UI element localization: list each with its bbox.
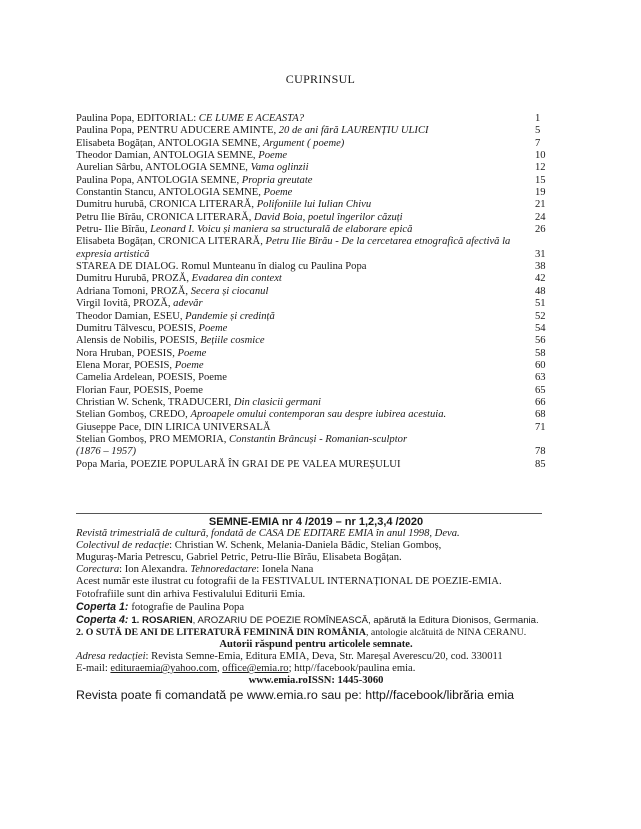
toc-page-number: 78 xyxy=(535,446,546,458)
toc-entry-author-section: Giuseppe Pace, DIN LIRICA UNIVERSALĂ xyxy=(76,421,271,433)
address-value: : Revista Semne-Emia, Editura EMIA, Deva, Str. Mareșal Averescu/20, cod. 330011 xyxy=(145,651,503,663)
masthead: SEMNE-EMIA nr 4 /2019 – nr 1,2,3,4 /2020 xyxy=(208,516,424,528)
toc-page-number: 1 xyxy=(535,113,541,124)
cover-4-item-2 xyxy=(76,627,556,639)
toc-entry xyxy=(76,286,566,298)
toc-entry-text xyxy=(76,286,268,297)
toc-page-number: 63 xyxy=(535,372,546,384)
illustration-note-1: Acest număr este ilustrat cu fotografii de la FESTIVALUL INTERNAȚIONAL DE POEZIE-EMIA. xyxy=(76,576,502,588)
toc-entry xyxy=(76,125,566,137)
toc-entry-author-section: Camelia Ardelean, POESIS, Poeme xyxy=(76,372,227,384)
toc-page-number: 66 xyxy=(535,396,546,408)
toc-entry xyxy=(76,138,566,150)
toc-entry xyxy=(76,446,566,458)
toc-entry-title: Vama oglinzii xyxy=(250,162,309,174)
credits-line xyxy=(76,564,556,576)
toc-entry-author-section: Adriana Tomoni, PROZĂ, xyxy=(76,285,191,297)
toc-entry-author-section: Constantin Stancu, ANTOLOGIA SEMNE, xyxy=(76,187,264,199)
toc-entry xyxy=(76,113,566,125)
email-suffix: ; http//facebook/paulina emia. xyxy=(288,663,416,675)
toc-entry-text xyxy=(76,212,403,223)
address-label: Adresa redacției xyxy=(76,651,146,663)
toc-entry-title: Secera și ciocanul xyxy=(190,285,269,297)
toc-entry xyxy=(76,261,566,273)
toc-entry-text xyxy=(76,397,321,408)
toc-entry-author-section: Christian W. Schenk, TRADUCERI, xyxy=(76,396,234,408)
page-title: CUPRINSUL xyxy=(285,72,356,86)
toc-entry-text xyxy=(76,385,203,396)
toc-entry-text xyxy=(76,360,204,371)
toc-entry-author-section: Paulina Popa, PENTRU ADUCERE AMINTE, xyxy=(76,125,279,137)
toc-entry xyxy=(76,175,566,187)
toc-entry-text xyxy=(76,298,203,309)
toc-entry-title: Poeme xyxy=(258,150,288,162)
tagline: Revistă trimestrială de cultură, fondată de CASA DE EDITARE EMIA în anul 1998, Deva. xyxy=(76,528,460,540)
toc-page-number: 56 xyxy=(535,335,546,347)
cover-4-label: Coperta 4: xyxy=(76,613,132,626)
cover-1-label: Coperta 1: xyxy=(76,600,132,613)
toc-entry-title: (1876 – 1957) xyxy=(76,446,137,458)
toc-entry xyxy=(76,150,566,162)
toc-entry-text xyxy=(76,236,516,261)
toc-entry-author-section: Stelian Gomboș, PRO MEMORIA, xyxy=(76,433,230,445)
toc-entry-author-section: Nora Hruban, POESIS, xyxy=(76,347,178,359)
toc-page-number: 38 xyxy=(535,261,546,273)
toc-entry xyxy=(76,199,566,211)
toc-entry xyxy=(76,397,566,409)
toc-entry xyxy=(76,323,566,335)
toc-entry-title: CE LUME E ACEASTA? xyxy=(198,113,305,124)
toc-entry-author-section: Petru- Ilie Bîrău, xyxy=(76,224,151,236)
toc-entry-author-section: Petru Ilie Bîrău, CRONICA LITERARĂ, xyxy=(76,211,255,223)
toc-page-number: 12 xyxy=(535,162,546,174)
editorial-team xyxy=(76,540,556,552)
toc-entry-title: Propria greutate xyxy=(241,174,313,186)
toc-page-number: 26 xyxy=(535,224,546,236)
divider xyxy=(76,513,542,514)
toc-entry-text xyxy=(76,224,412,235)
toc-page-number: 54 xyxy=(535,322,546,334)
toc-entry-author-section: Elisabeta Bogățan, ANTOLOGIA SEMNE, xyxy=(76,137,263,149)
order-suffix: sau pe: http//facebook/librăria emia xyxy=(317,688,515,703)
toc-entry-text xyxy=(76,323,227,334)
toc-entry xyxy=(76,422,566,434)
item-2-rest: , antologie alcătuită de NINA CERANU. xyxy=(365,626,527,638)
toc-page-number: 5 xyxy=(535,125,541,137)
cover-4-rest: , AROZARIU DE POEZIE ROMÎNEASCĂ, apărută la Editura Dionisos, Germania. xyxy=(192,614,539,626)
toc-page-number: 48 xyxy=(535,285,546,297)
toc-page-number: 24 xyxy=(535,211,546,223)
toc-entry-text xyxy=(76,187,292,198)
email-link-2[interactable]: office@emia.ro xyxy=(222,663,289,675)
toc-entry-author-section: Popa Maria, POEZIE POPULARĂ ÎN GRAI DE PE VALEA MUREȘULUI xyxy=(76,458,401,470)
colophon xyxy=(76,516,556,701)
item-2-title: 2. O SUTĂ DE ANI DE LITERATURĂ FEMININĂ DIN ROMÂNIA xyxy=(76,626,366,638)
illustration-note-2: Fotofrafiile sunt din arhiva Festivalului Editurii Emia. xyxy=(76,588,306,600)
toc-page-number: 65 xyxy=(535,384,546,396)
toc-entry-text xyxy=(76,446,136,457)
toc-entry xyxy=(76,360,566,372)
toc-entry xyxy=(76,298,566,310)
toc-entry xyxy=(76,212,566,224)
toc-entry-author-section: Stelian Gomboș, CREDO, xyxy=(76,409,191,421)
toc-entry xyxy=(76,459,566,471)
toc-entry-text xyxy=(76,311,275,322)
toc-entry-author-section: Alensis de Nobilis, POESIS, xyxy=(76,335,201,347)
toc-page-number: 31 xyxy=(535,248,546,260)
toc-entry-text xyxy=(76,459,400,470)
toc-entry-title: Aproapele omului contemporan sau despre iubirea acestuia. xyxy=(190,409,447,421)
toc-entry-author-section: Elisabeta Bogățan, CRONICA LITERARĂ, xyxy=(76,236,266,248)
cover-4-line xyxy=(76,614,556,627)
toc-entry-text xyxy=(76,409,446,420)
toc-page-number: 58 xyxy=(535,347,546,359)
toc-page-number: 7 xyxy=(535,137,541,149)
toc-entry-title: Pandemie și credință xyxy=(185,310,275,322)
address-line xyxy=(76,651,556,663)
toc-entry-text xyxy=(76,434,407,445)
toc-entry-author-section: STAREA DE DIALOG. Romul Munteanu în dialog cu Paulina Popa xyxy=(76,261,367,273)
toc-page-number: 19 xyxy=(535,187,546,199)
toc-entry-text xyxy=(76,162,309,173)
toc-entry xyxy=(76,187,566,199)
toc-entry-text xyxy=(76,138,344,149)
editorial-team-line2: Muguraș-Maria Petrescu, Gabriel Petric, Petru-Ilie Bîrău, Elisabeta Bogățan. xyxy=(76,552,402,564)
toc-page-number: 68 xyxy=(535,409,546,421)
toc-entry-title: Poeme xyxy=(177,347,207,359)
toc-entry xyxy=(76,372,566,384)
toc-entry-author-section: Theodor Damian, ANTOLOGIA SEMNE, xyxy=(76,150,259,162)
toc-entry xyxy=(76,409,566,421)
toc-entry-author-section: Dumitru Tâlvescu, POESIS, xyxy=(76,322,199,334)
proofreading-value: : Ion Alexandra. xyxy=(119,564,191,576)
toc-entry xyxy=(76,236,566,261)
toc-page-number: 51 xyxy=(535,298,546,310)
toc-entry xyxy=(76,162,566,174)
toc-entry-author-section: Dumitru Hurubă, PROZĂ, xyxy=(76,273,192,285)
website-issn: www.emia.roISSN: 1445-3060 xyxy=(248,675,384,687)
toc-entry xyxy=(76,273,566,285)
toc-entry xyxy=(76,335,566,347)
toc-page-number: 10 xyxy=(535,150,546,162)
order-line xyxy=(76,689,556,701)
typesetting-value: : Ionela Nana xyxy=(256,564,314,576)
toc-page-number: 71 xyxy=(535,421,546,433)
toc-entry-author-section: Florian Faur, POESIS, Poeme xyxy=(76,384,203,396)
toc-entry-title: adevăr xyxy=(173,298,203,310)
toc-entry-author-section: Aurelian Sârbu, ANTOLOGIA SEMNE, xyxy=(76,162,251,174)
toc-entry-title: 20 de ani fără LAURENȚIU ULICI xyxy=(278,125,429,137)
toc-entry-author-section: Elena Morar, POESIS, xyxy=(76,359,175,371)
toc-entry xyxy=(76,311,566,323)
toc-entry-text xyxy=(76,348,206,359)
editorial-team-label: Colectivul de redacție xyxy=(76,540,170,552)
toc-entry-text xyxy=(76,113,304,124)
toc-entry-author-section: Paulina Popa, EDITORIAL: xyxy=(76,113,199,124)
toc-entry-title: David Boia, poetul îngerilor căzuți xyxy=(254,211,403,223)
cover-1-value: fotografie de Paulina Popa xyxy=(131,601,245,613)
toc-entry-author-section: Dumitru hurubă, CRONICA LITERARĂ, xyxy=(76,199,257,211)
editorial-team-line1: : Christian W. Schenk, Melania-Daniela Bădic, Stelian Gomboș, xyxy=(169,540,442,552)
toc-entry-author-section: Paulina Popa, ANTOLOGIA SEMNE, xyxy=(76,174,242,186)
toc-page-number: 42 xyxy=(535,273,546,285)
table-of-contents xyxy=(76,113,566,471)
toc-entry-text xyxy=(76,273,282,284)
toc-entry-title: Poeme xyxy=(198,322,228,334)
toc-entry xyxy=(76,224,566,236)
toc-entry-author-section: Theodor Damian, ESEU, xyxy=(76,310,186,322)
toc-entry-text xyxy=(76,175,313,186)
email-prefix: E-mail: xyxy=(76,663,111,675)
typesetting-label: Tehnoredactare xyxy=(190,564,257,576)
toc-entry-text xyxy=(76,335,265,346)
proofreading-label: Corectura xyxy=(76,564,120,576)
toc-entry-title: Petru Ilie Bîrău - De la cercetarea etnografică afectivă la expresia artistică xyxy=(76,236,511,260)
toc-page-number: 21 xyxy=(535,199,546,211)
toc-page-number: 85 xyxy=(535,458,546,470)
cover-4-title: ROSARIEN xyxy=(142,614,193,626)
toc-page-number: 15 xyxy=(535,174,546,186)
toc-entry xyxy=(76,434,566,446)
toc-entry-title: Leonard I. Voicu și maniera sa structurală de elaborare epică xyxy=(150,224,413,236)
toc-entry-title: Poeme xyxy=(263,187,293,199)
toc-entry-text xyxy=(76,372,227,383)
toc-entry-title: Din clasicii germani xyxy=(233,396,321,408)
toc-entry-text xyxy=(76,150,287,161)
email-link-1[interactable]: edituraemia@yahoo.com xyxy=(110,663,217,675)
toc-entry-title: Constantin Brâncuși - Romanian-sculptor xyxy=(229,433,408,445)
order-prefix: Revista poate fi comandată pe xyxy=(76,688,247,703)
toc-entry-text xyxy=(76,261,366,272)
toc-entry-author-section: Virgil Iovită, PROZĂ, xyxy=(76,298,174,310)
email-line xyxy=(76,663,556,675)
toc-entry xyxy=(76,348,566,360)
toc-entry-title: Poeme xyxy=(174,359,204,371)
toc-page-number: 60 xyxy=(535,359,546,371)
toc-entry-title: Evadarea din context xyxy=(191,273,282,285)
cover-4-number: 1. xyxy=(131,614,143,626)
toc-entry xyxy=(76,385,566,397)
authors-note: Autorii răspund pentru articolele semnate. xyxy=(219,638,413,650)
toc-entry-text xyxy=(76,125,429,136)
toc-entry-title: Polifoniile lui Iulian Chivu xyxy=(256,199,372,211)
cover-1-line xyxy=(76,601,556,614)
toc-entry-title: Argument ( poeme) xyxy=(262,137,345,149)
email-separator: , xyxy=(216,663,223,675)
toc-entry-text xyxy=(76,199,371,210)
order-link[interactable]: www.emia.ro xyxy=(246,688,318,703)
toc-entry-title: Bețiile cosmice xyxy=(200,335,265,347)
toc-entry-text xyxy=(76,422,270,433)
toc-page-number: 52 xyxy=(535,310,546,322)
